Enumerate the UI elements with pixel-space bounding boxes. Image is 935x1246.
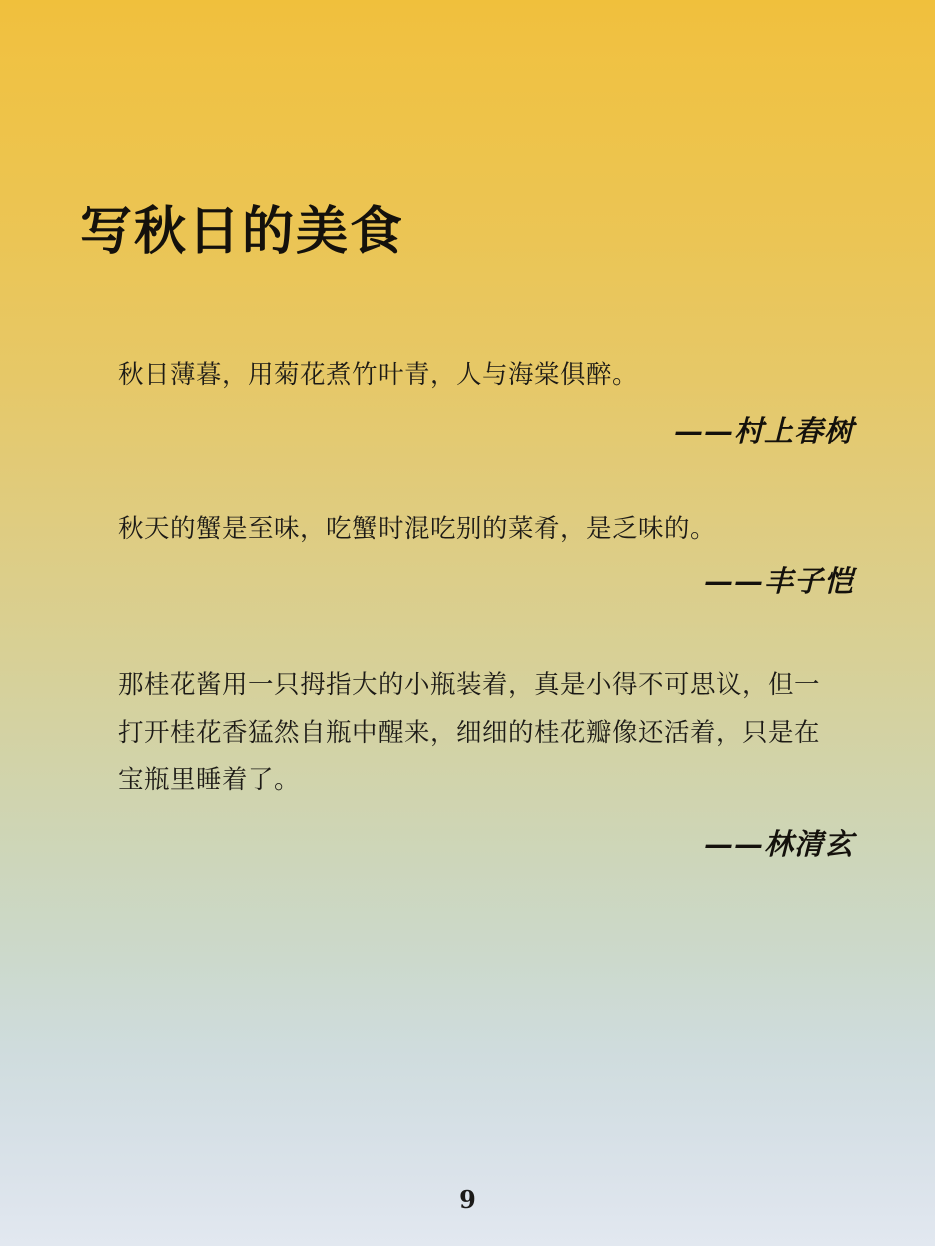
quote-attribution: ——林清玄 [703, 826, 854, 861]
list-item [118, 662, 858, 863]
quote-attribution: ——丰子恺 [703, 564, 854, 599]
page-number: 9 [459, 1185, 476, 1214]
page-title: 写秋日的美食 [80, 200, 405, 262]
list-item [118, 506, 858, 600]
quote-list [118, 352, 858, 919]
list-item [118, 352, 858, 450]
quote-text: 那桂花酱用一只拇指大的小瓶装着，真是小得不可思议，但一打开桂花香猛然自瓶中醒来，细细的桂花瓣像还活着，只是在宝瓶里睡着了。 [118, 671, 821, 794]
quote-attribution: ——村上春树 [673, 414, 854, 449]
quote-text: 秋日薄暮，用菊花煮竹叶青，人与海棠俱醉。 [118, 361, 639, 389]
quote-text: 秋天的蟹是至味，吃蟹时混吃别的菜肴，是乏味的。 [118, 515, 717, 544]
